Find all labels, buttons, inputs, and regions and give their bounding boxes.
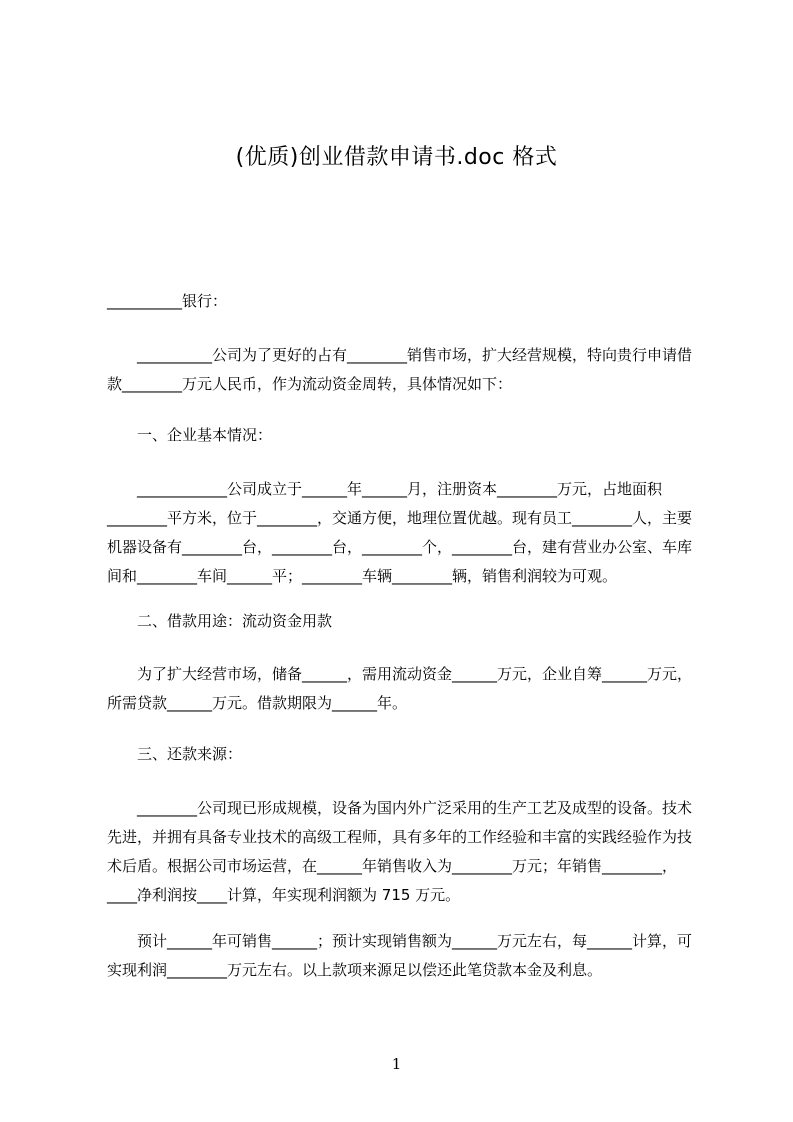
- page-number: 1: [391, 1055, 402, 1073]
- section-2-heading: 二、借款用途：流动资金用款: [137, 612, 333, 630]
- section-3-body-2: 预计______年可销售______；预计实现销售额为______万元左右，每______计算，可实现利润________万元左右。以上款项来源足以偿还此笔贷款本金及利息。: [107, 932, 693, 979]
- document-title: (优质)创业借款申请书.doc 格式: [235, 145, 558, 170]
- section-1-body: ____________公司成立于______年______月，注册资本________万元，占地面积________平方米，位于________，交通方便，地理位置优越。现有员工________人，主要机器设备有________台，________台，________个，________台，建有营业办公室、车库间和________车间______平；________车辆________辆，销售利润较为可观。: [107, 480, 693, 585]
- section-3-body-1: ________公司现已形成规模，设备为国内外广泛采用的生产工艺及成型的设备。技术先进，并拥有具备专业技术的高级工程师，具有多年的工作经验和丰富的实践经验作为技术后盾。根据公司市场运营，在______年销售收入为________万元；年销售________，____净利润按____计算，年实现利润额为 715 万元。: [107, 799, 693, 904]
- section-2-body: 为了扩大经营市场，储备______，需用流动资金______万元，企业自筹______万元，所需贷款______万元。借款期限为______年。: [107, 665, 693, 712]
- section-3-heading: 三、还款来源：: [137, 745, 243, 763]
- salutation: __________银行：: [107, 292, 228, 310]
- intro-paragraph: __________公司为了更好的占有________销售市场，扩大经营规模，特向贵行申请借款________万元人民币，作为流动资金周转，具体情况如下：: [107, 346, 693, 393]
- section-1-heading: 一、企业基本情况：: [137, 426, 273, 444]
